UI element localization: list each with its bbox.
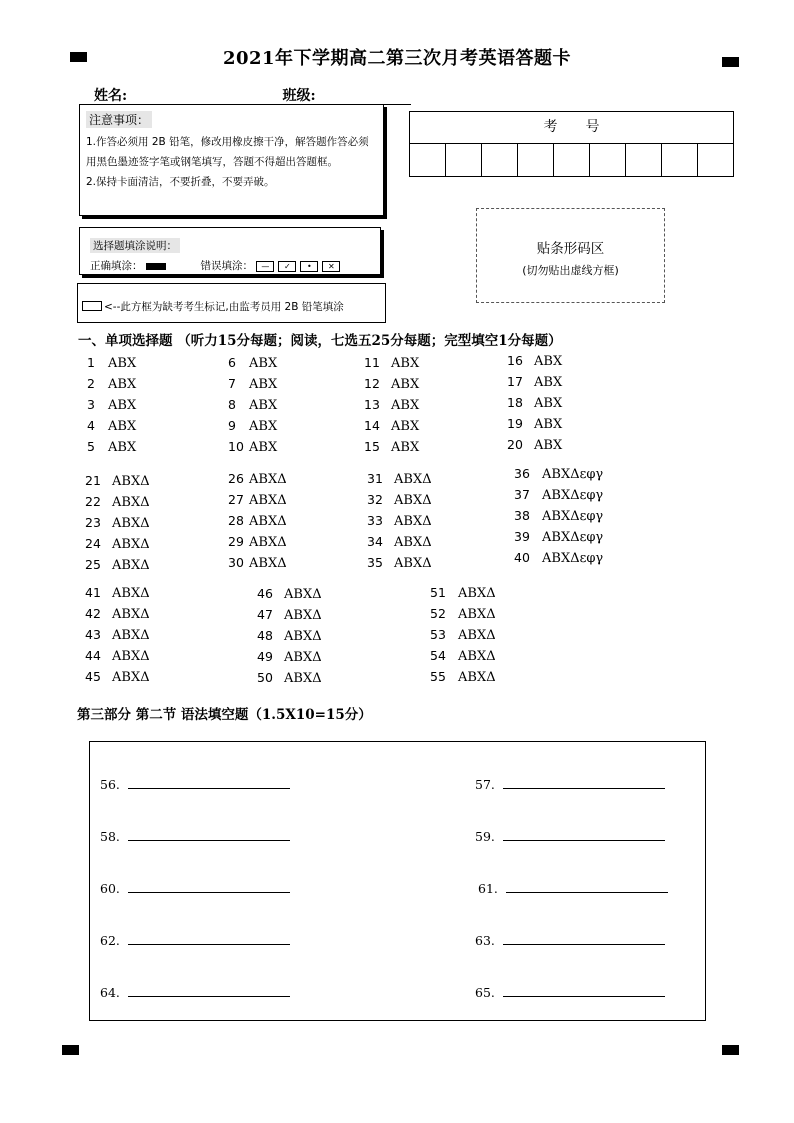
question-number: 10 — [228, 439, 244, 454]
grammar-item-number: 60. — [100, 881, 120, 896]
answer-options[interactable]: ABXΔ — [249, 514, 287, 529]
answer-options[interactable]: ABXΔ — [112, 670, 150, 685]
question-number: 46 — [257, 586, 273, 601]
question-number: 44 — [85, 648, 101, 663]
grammar-answer-line[interactable] — [128, 828, 290, 841]
question-3 — [87, 397, 136, 413]
answer-options[interactable]: ABXΔ — [284, 671, 322, 686]
answer-options[interactable]: ABXΔ — [249, 535, 287, 550]
question-number: 33 — [367, 513, 383, 528]
question-number: 55 — [430, 669, 446, 684]
question-32 — [367, 492, 432, 508]
answer-options[interactable]: ABXΔ — [112, 586, 150, 601]
question-54 — [430, 648, 496, 664]
question-33 — [367, 513, 432, 529]
grammar-item-57 — [475, 776, 665, 792]
answer-options[interactable]: ABXΔ — [249, 493, 287, 508]
question-number: 25 — [85, 557, 101, 572]
answer-options[interactable]: ABX — [249, 440, 278, 455]
answer-options[interactable]: ABXΔ — [458, 586, 496, 601]
question-51 — [430, 585, 496, 601]
grammar-item-56 — [100, 776, 290, 792]
question-number: 50 — [257, 670, 273, 685]
question-number: 17 — [507, 374, 523, 389]
exam-number-cell[interactable] — [446, 144, 482, 177]
question-31 — [367, 471, 432, 487]
exam-number-cell[interactable] — [482, 144, 518, 177]
question-36 — [514, 466, 603, 482]
answer-options[interactable]: ABXΔ — [394, 472, 432, 487]
grammar-item-number: 63. — [475, 933, 495, 948]
question-number: 43 — [85, 627, 101, 642]
exam-number-cell[interactable] — [410, 144, 446, 177]
answer-options[interactable]: ABXΔ — [284, 587, 322, 602]
question-4 — [87, 418, 136, 434]
question-37 — [514, 487, 603, 503]
grammar-answer-line[interactable] — [503, 828, 665, 841]
exam-number-cell[interactable] — [518, 144, 554, 177]
grammar-item-number: 57. — [475, 777, 495, 792]
question-number: 19 — [507, 416, 523, 431]
question-46 — [257, 586, 322, 602]
wrong-fill-sample-cross: ✕ — [322, 261, 340, 272]
barcode-area — [476, 208, 665, 303]
question-7 — [228, 376, 277, 392]
question-number: 8 — [228, 397, 236, 412]
grammar-answer-line[interactable] — [128, 984, 290, 997]
question-number: 16 — [507, 353, 523, 368]
question-number: 12 — [364, 376, 380, 391]
grammar-item-number: 56. — [100, 777, 120, 792]
answer-options[interactable]: ABX — [249, 419, 278, 434]
grammar-item-58 — [100, 828, 290, 844]
question-17 — [507, 374, 562, 390]
question-21 — [85, 473, 150, 489]
question-number: 54 — [430, 648, 446, 663]
question-55 — [430, 669, 496, 685]
question-number: 41 — [85, 585, 101, 600]
question-number: 39 — [514, 529, 530, 544]
answer-options[interactable]: ABXΔ — [458, 628, 496, 643]
answer-options[interactable]: ABXΔ — [394, 556, 432, 571]
question-6 — [228, 355, 277, 371]
answer-options[interactable]: ABXΔεφγ — [542, 509, 604, 524]
fill-guide-box — [79, 227, 381, 275]
answer-options[interactable]: ABX — [534, 417, 563, 432]
exam-number-cell[interactable] — [554, 144, 590, 177]
answer-options[interactable]: ABX — [534, 396, 563, 411]
question-number: 29 — [228, 534, 244, 549]
question-16 — [507, 353, 562, 369]
question-number: 35 — [367, 555, 383, 570]
question-22 — [85, 494, 150, 510]
question-number: 20 — [507, 437, 523, 452]
question-number: 34 — [367, 534, 383, 549]
grammar-item-number: 58. — [100, 829, 120, 844]
answer-options[interactable]: ABXΔ — [112, 558, 150, 573]
barcode-title: 贴条形码区 — [536, 241, 605, 257]
correct-fill-label: 正确填涂： — [90, 260, 143, 272]
grammar-answer-line[interactable] — [503, 984, 665, 997]
question-1 — [87, 355, 136, 371]
grammar-item-62 — [100, 932, 290, 948]
question-number: 30 — [228, 555, 244, 570]
question-number: 1 — [87, 355, 95, 370]
question-number: 5 — [87, 439, 95, 454]
answer-options[interactable]: ABX — [249, 377, 278, 392]
grammar-item-number: 61. — [478, 881, 498, 896]
answer-options[interactable]: ABX — [249, 356, 278, 371]
question-number: 22 — [85, 494, 101, 509]
question-28 — [228, 513, 287, 529]
question-number: 13 — [364, 397, 380, 412]
answer-options[interactable]: ABX — [249, 398, 278, 413]
answer-options[interactable]: ABXΔ — [112, 474, 150, 489]
class-label: 班级: — [282, 88, 316, 104]
question-38 — [514, 508, 603, 524]
barcode-subtitle: (切勿贴出虚线方框) — [522, 264, 619, 277]
notes-box — [79, 104, 384, 216]
answer-options[interactable]: ABXΔ — [284, 608, 322, 623]
question-5 — [87, 439, 136, 455]
answer-options[interactable]: ABX — [108, 398, 137, 413]
question-34 — [367, 534, 432, 550]
exam-number-cell[interactable] — [662, 144, 698, 177]
name-label: 姓名: — [94, 88, 128, 104]
notes-item-2: 2.保持卡面清洁，不要折叠，不要弄破。 — [86, 176, 275, 188]
question-number: 15 — [364, 439, 380, 454]
question-2 — [87, 376, 136, 392]
question-10 — [228, 439, 277, 455]
answer-options[interactable]: ABXΔεφγ — [542, 530, 604, 545]
answer-options[interactable]: ABXΔ — [112, 537, 150, 552]
section1-title: 一、单项选择题 （听力15分每题；阅读，七选五25分每题；完型填空1分每题） — [78, 333, 562, 349]
name-field[interactable] — [132, 90, 260, 105]
answer-options[interactable]: ABXΔ — [112, 516, 150, 531]
question-50 — [257, 670, 322, 686]
grammar-answer-line[interactable] — [128, 776, 290, 789]
exam-number-grid — [409, 111, 734, 177]
question-number: 23 — [85, 515, 101, 530]
question-number: 48 — [257, 628, 273, 643]
absent-mark-checkbox[interactable] — [82, 301, 102, 311]
question-8 — [228, 397, 277, 413]
question-18 — [507, 395, 562, 411]
notes-item-1: 1.作答必须用 2B 铅笔，修改用橡皮擦干净，解答题作答必须用黑色墨迹签字笔或钢笔填写，答题不得超出答题框。 — [86, 136, 369, 168]
answer-options[interactable]: ABX — [391, 377, 420, 392]
grammar-item-number: 65. — [475, 985, 495, 1000]
question-number: 49 — [257, 649, 273, 664]
question-45 — [85, 669, 150, 685]
answer-options[interactable]: ABXΔ — [284, 650, 322, 665]
absent-mark-box — [77, 283, 386, 323]
question-number: 37 — [514, 487, 530, 502]
question-30 — [228, 555, 287, 571]
question-number: 42 — [85, 606, 101, 621]
question-number: 38 — [514, 508, 530, 523]
answer-options[interactable]: ABXΔ — [394, 514, 432, 529]
grammar-item-59 — [475, 828, 665, 844]
question-number: 40 — [514, 550, 530, 565]
question-39 — [514, 529, 603, 545]
question-number: 28 — [228, 513, 244, 528]
answer-options[interactable]: ABX — [391, 419, 420, 434]
question-53 — [430, 627, 496, 643]
question-48 — [257, 628, 322, 644]
question-52 — [430, 606, 496, 622]
answer-options[interactable]: ABXΔ — [394, 535, 432, 550]
answer-options[interactable]: ABXΔ — [249, 556, 287, 571]
answer-options[interactable]: ABXΔεφγ — [542, 467, 604, 482]
grammar-item-number: 59. — [475, 829, 495, 844]
grammar-item-60 — [100, 880, 290, 896]
question-25 — [85, 557, 150, 573]
question-number: 31 — [367, 471, 383, 486]
grammar-item-number: 62. — [100, 933, 120, 948]
answer-options[interactable]: ABX — [534, 354, 563, 369]
answer-options[interactable]: ABX — [534, 438, 563, 453]
answer-options[interactable]: ABXΔεφγ — [542, 551, 604, 566]
answer-options[interactable]: ABX — [108, 440, 137, 455]
grammar-answer-line[interactable] — [128, 880, 290, 893]
answer-options[interactable]: ABX — [108, 419, 137, 434]
grammar-answer-line[interactable] — [503, 776, 665, 789]
wrong-fill-label: 错误填涂： — [200, 260, 254, 272]
answer-options[interactable]: ABXΔ — [458, 670, 496, 685]
grammar-item-65 — [475, 984, 665, 1000]
answer-options[interactable]: ABXΔ — [112, 495, 150, 510]
question-number: 4 — [87, 418, 95, 433]
grammar-item-number: 64. — [100, 985, 120, 1000]
answer-options[interactable]: ABX — [391, 440, 420, 455]
notes-title: 注意事项： — [86, 111, 152, 128]
answer-options[interactable]: ABXΔεφγ — [542, 488, 604, 503]
question-27 — [228, 492, 287, 508]
question-number: 47 — [257, 607, 273, 622]
wrong-fill-sample-dot: • — [300, 261, 318, 272]
answer-options[interactable]: ABXΔ — [112, 649, 150, 664]
answer-options[interactable]: ABX — [534, 375, 563, 390]
exam-number-title: 考 号 — [410, 112, 733, 144]
grammar-item-64 — [100, 984, 290, 1000]
question-26 — [228, 471, 287, 487]
question-number: 3 — [87, 397, 95, 412]
alignment-marker-bottom-left — [62, 1045, 79, 1055]
question-number: 45 — [85, 669, 101, 684]
question-24 — [85, 536, 150, 552]
answer-options[interactable]: ABXΔ — [458, 607, 496, 622]
class-field[interactable] — [321, 90, 411, 105]
question-9 — [228, 418, 277, 434]
section3-title: 第三部分 第二节 语法填空题（1.5X10=15分） — [77, 707, 372, 723]
answer-options[interactable]: ABXΔ — [458, 649, 496, 664]
question-number: 51 — [430, 585, 446, 600]
correct-fill-sample — [146, 263, 166, 270]
answer-options[interactable]: ABXΔ — [249, 472, 287, 487]
question-23 — [85, 515, 150, 531]
question-number: 2 — [87, 376, 95, 391]
grammar-item-61 — [478, 880, 668, 896]
question-49 — [257, 649, 322, 665]
question-number: 24 — [85, 536, 101, 551]
question-number: 26 — [228, 471, 244, 486]
question-number: 7 — [228, 376, 236, 391]
alignment-marker-bottom-right — [722, 1045, 739, 1055]
question-13 — [364, 397, 419, 413]
question-number: 53 — [430, 627, 446, 642]
question-number: 6 — [228, 355, 236, 370]
question-number: 36 — [514, 466, 530, 481]
question-number: 32 — [367, 492, 383, 507]
page-title: 2021年下学期高二第三次月考英语答题卡 — [222, 48, 572, 69]
grammar-answer-line[interactable] — [506, 880, 668, 893]
question-29 — [228, 534, 287, 550]
wrong-fill-sample-check: ✓ — [278, 261, 296, 272]
question-number: 52 — [430, 606, 446, 621]
exam-number-cell[interactable] — [590, 144, 626, 177]
question-19 — [507, 416, 562, 432]
answer-options[interactable]: ABXΔ — [112, 607, 150, 622]
question-40 — [514, 550, 603, 566]
question-35 — [367, 555, 432, 571]
question-number: 27 — [228, 492, 244, 507]
question-number: 18 — [507, 395, 523, 410]
question-number: 9 — [228, 418, 236, 433]
wrong-fill-sample-strike: — — [256, 261, 274, 272]
question-12 — [364, 376, 419, 392]
grammar-answer-line[interactable] — [503, 932, 665, 945]
answer-options[interactable]: ABX — [108, 356, 137, 371]
grammar-answer-line[interactable] — [128, 932, 290, 945]
exam-number-cell[interactable] — [626, 144, 662, 177]
fill-guide-title: 选择题填涂说明： — [90, 238, 180, 253]
answer-options[interactable]: ABXΔ — [284, 629, 322, 644]
absent-mark-text: <--此方框为缺考考生标记,由监考员用 2B 铅笔填涂 — [104, 301, 344, 313]
question-47 — [257, 607, 322, 623]
exam-number-cell[interactable] — [698, 144, 733, 177]
question-number: 21 — [85, 473, 101, 488]
question-20 — [507, 437, 562, 453]
question-42 — [85, 606, 150, 622]
question-11 — [364, 355, 419, 371]
answer-options[interactable]: ABX — [391, 398, 420, 413]
question-number: 11 — [364, 355, 380, 370]
question-15 — [364, 439, 419, 455]
answer-options[interactable]: ABX — [108, 377, 137, 392]
question-14 — [364, 418, 419, 434]
answer-options[interactable]: ABXΔ — [394, 493, 432, 508]
grammar-item-63 — [475, 932, 665, 948]
question-41 — [85, 585, 150, 601]
question-43 — [85, 627, 150, 643]
answer-options[interactable]: ABX — [391, 356, 420, 371]
name-row — [94, 85, 411, 105]
question-44 — [85, 648, 150, 664]
answer-options[interactable]: ABXΔ — [112, 628, 150, 643]
question-number: 14 — [364, 418, 380, 433]
